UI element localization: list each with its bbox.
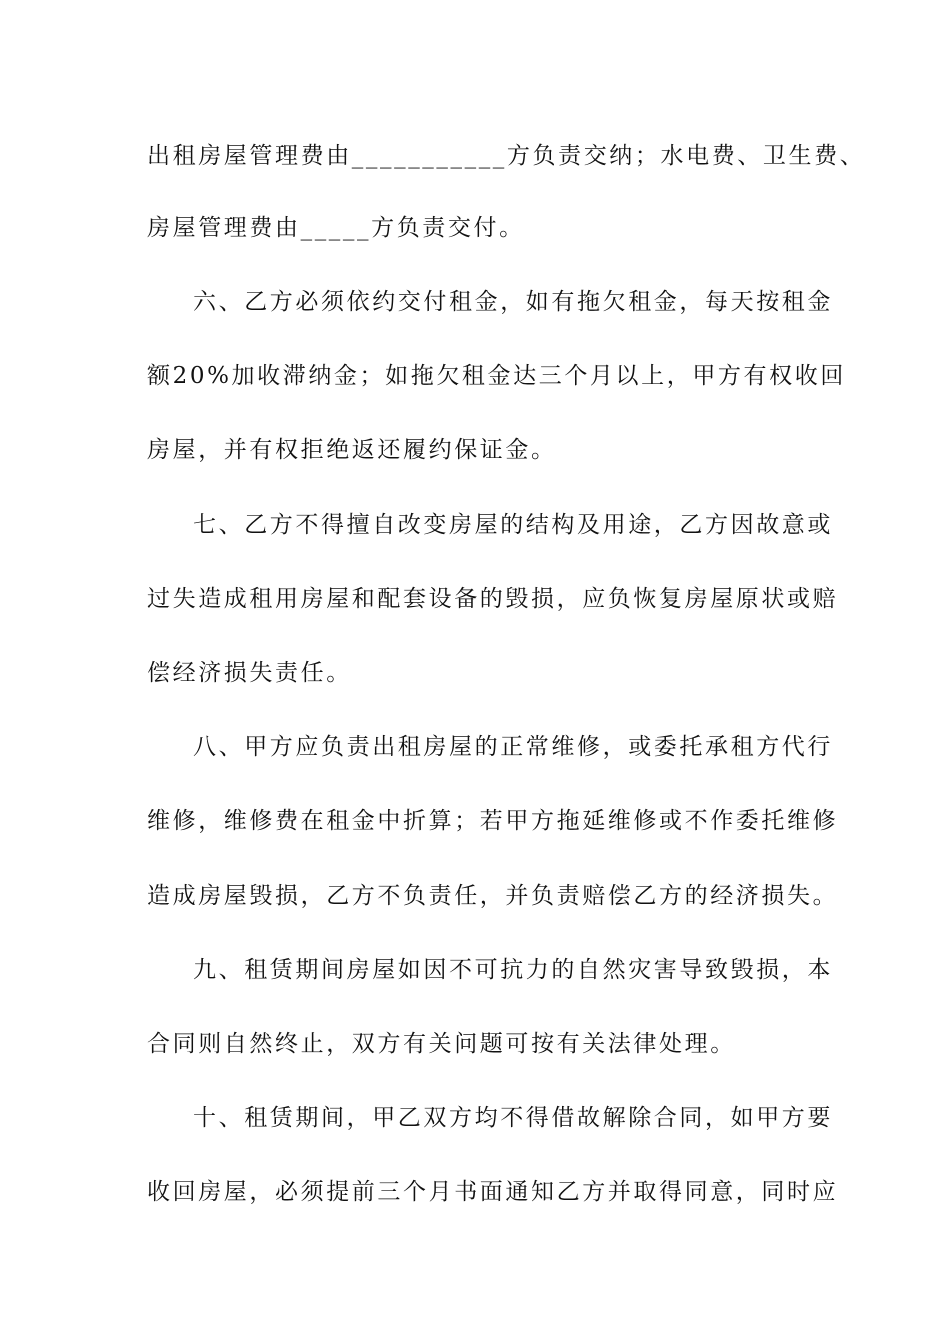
text-line: 额20%加收滞纳金；如拖欠租金达三个月以上，甲方有权收回 <box>147 363 846 389</box>
text-line: 收回房屋，必须提前三个月书面通知乙方并取得同意，同时应 <box>147 1179 839 1205</box>
text-line: 合同则自然终止，双方有关问题可按有关法律处理。 <box>147 1031 736 1057</box>
paragraph-9-start: 九、租赁期间房屋如因不可抗力的自然灾害导致毁损，本 <box>193 957 833 983</box>
text-line: 维修，维修费在租金中折算；若甲方拖延维修或不作委托维修 <box>147 808 839 834</box>
text-line: 房屋，并有权拒绝返还履约保证金。 <box>147 437 557 463</box>
text-line: 房屋管理费由_____方负责交付。 <box>147 215 525 241</box>
text-line: 造成房屋毁损，乙方不负责任，并负责赔偿乙方的经济损失。 <box>147 883 839 909</box>
paragraph-8-start: 八、甲方应负责出租房屋的正常维修，或委托承租方代行 <box>193 734 833 760</box>
text-line: 过失造成租用房屋和配套设备的毁损，应负恢复房屋原状或赔 <box>147 586 839 612</box>
paragraph-6-start: 六、乙方必须依约交付租金，如有拖欠租金，每天按租金 <box>193 289 833 315</box>
text-line: 出租房屋管理费由___________方负责交纳；水电费、卫生费、 <box>147 143 866 169</box>
paragraph-7-start: 七、乙方不得擅自改变房屋的结构及用途，乙方因故意或 <box>193 512 833 538</box>
text-line: 偿经济损失责任。 <box>147 660 352 686</box>
paragraph-10-start: 十、租赁期间，甲乙双方均不得借故解除合同，如甲方要 <box>193 1105 833 1131</box>
